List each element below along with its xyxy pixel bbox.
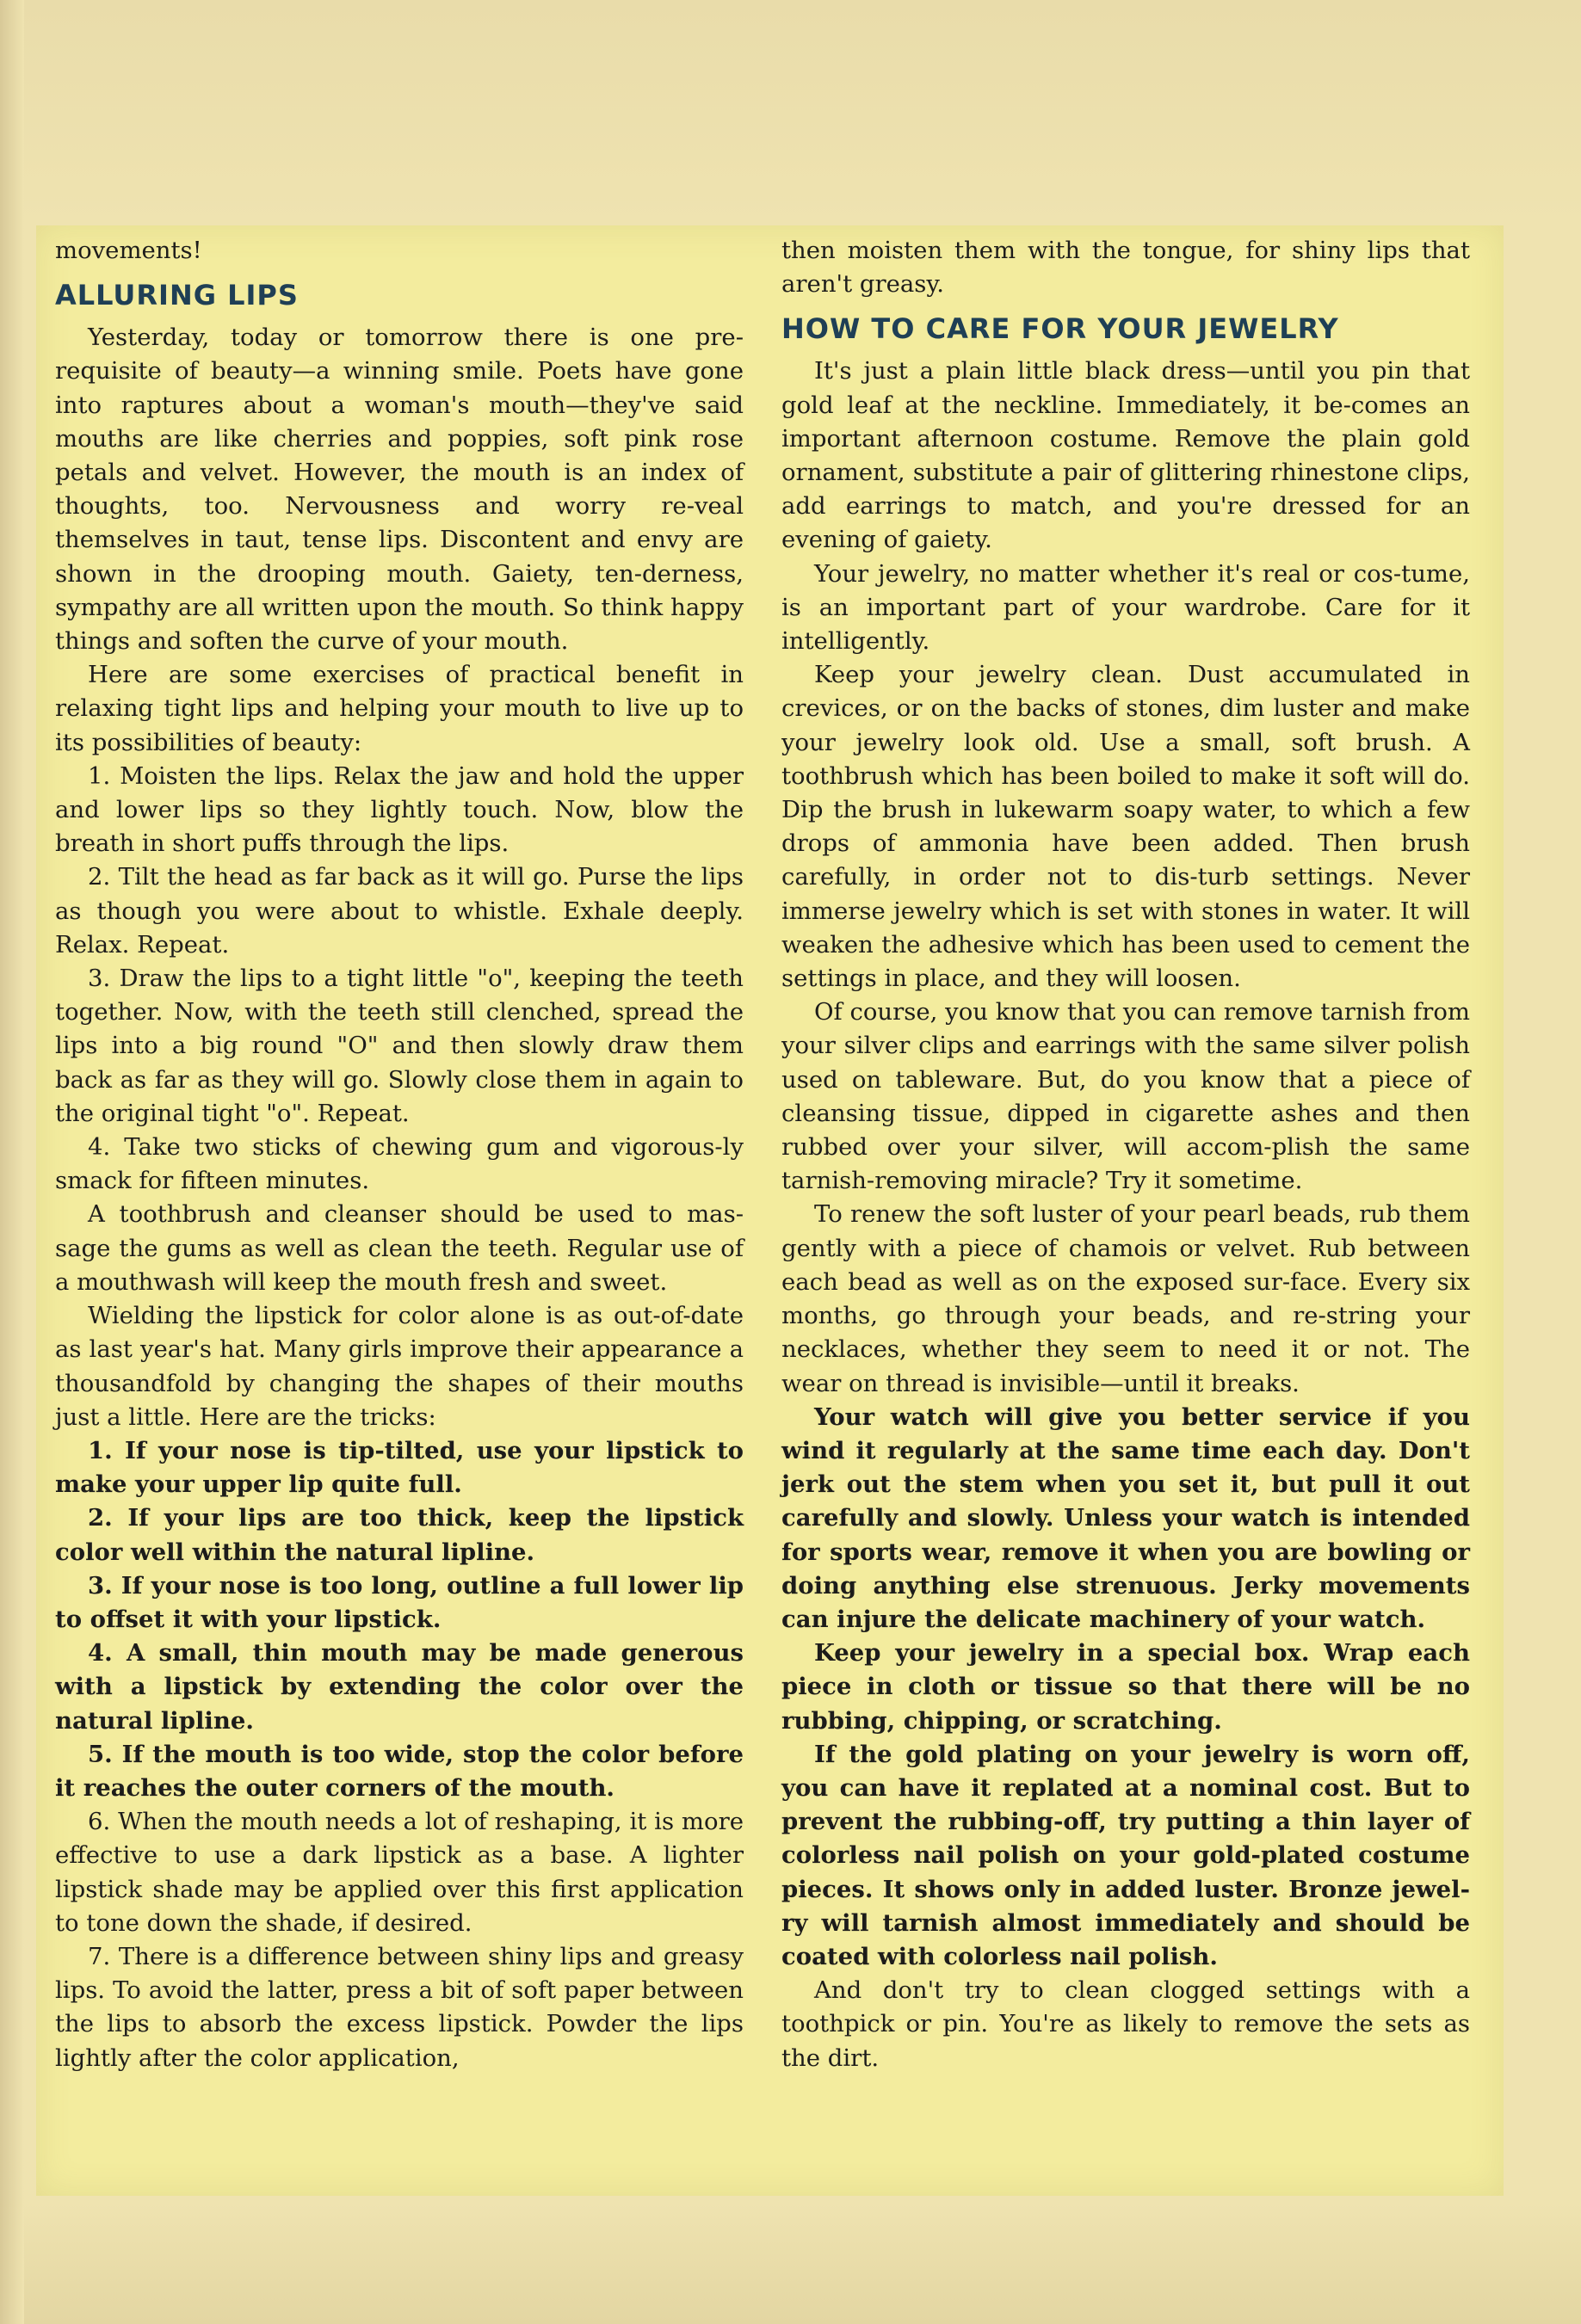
bottom-margin bbox=[0, 2203, 1581, 2324]
paragraph: To renew the soft luster of your pearl beads, rub them gently with a piece of chamois or velvet. Rub between each bead as well as on the exposed sur-face. Every six months, go through your beads, and re-string your necklaces, whether they seem to need it or not. The wear on thread is invisible—until it breaks. bbox=[781, 1200, 1470, 1397]
paragraph: Your jewelry, no matter whether it's real or cos-tume, is an important part of your wardrobe. Care for it intelligently. bbox=[781, 559, 1470, 656]
paragraph: Of course, you know that you can remove tarnish from your silver clips and earrings with the same silver polish used on tableware. But, do you know that a piece of cleansing tissue, dipped in cigarette ashes and then rubbed over your silver, will accom-plish the same tarnish-removing miracle? Try it sometime. bbox=[781, 998, 1470, 1195]
left-column bbox=[55, 234, 744, 2075]
exercise-item: 4. Take two sticks of chewing gum and vigorous-ly smack for fifteen minutes. bbox=[55, 1133, 744, 1195]
paragraph: Keep your jewelry clean. Dust accumulated in crevices, or on the backs of stones, dim luster and make your jewelry look old. Use a small, soft brush. A toothbrush which has been boiled to make it soft will do. Dip the brush in lukewarm soapy water, to which a few drops of ammonia have been added. Then brush carefully, in order not to dis-turb settings. Never immerse jewelry which is set with stones in water. It will weaken the adhesive which has been used to cement the settings in place, and they will loosen. bbox=[781, 661, 1470, 993]
paragraph: A toothbrush and cleanser should be used to mas-sage the gums as well as clean the teeth. Regular use of a mouthwash will keep the mouth fresh and sweet. bbox=[55, 1200, 744, 1296]
lipstick-trick: 5. If the mouth is too wide, stop the color before it reaches the outer corners of the mouth. bbox=[55, 1740, 744, 1802]
paragraph: Here are some exercises of practical benefit in relaxing tight lips and helping your mouth to live up to its possibilities of beauty: bbox=[55, 661, 744, 756]
jewelry-tip: Your watch will give you better service if you wind it regularly at the same time each day. Don't jerk out the stem when you set it, but pull it out carefully and slowly. Unless your watch is intended for sports wear, remove it when you are bowling or doing anything else strenuous. Jerky movements can injure the delicate machinery of your watch. bbox=[781, 1402, 1470, 1633]
jewelry-tip: If the gold plating on your jewelry is worn off, you can have it replated at a nominal cost. But to prevent the rubbing-off, try putting a thin layer of colorless nail polish on your gold-plated costume pieces. It shows only in added luster. Bronze jewel-ry will tarnish almost immediately and should be coated with colorless nail polish. bbox=[781, 1740, 1470, 1970]
exercise-item: 2. Tilt the head as far back as it will go. Purse the lips as though you were about to whistle. Exhale deeply. Relax. Repeat. bbox=[55, 863, 744, 959]
continuation-text: movements! bbox=[55, 237, 202, 264]
top-margin bbox=[0, 0, 1581, 224]
lipstick-trick: 7. There is a difference between shiny lips and greasy lips. To avoid the latter, press a bit of soft paper between the lips to absorb the excess lipstick. Powder the lips lightly after the color application, bbox=[55, 1942, 744, 2072]
lipstick-trick: 3. If your nose is too long, outline a full lower lip to offset it with your lipstick. bbox=[55, 1571, 744, 1633]
heading-alluring-lips: ALLURING LIPS bbox=[55, 279, 299, 312]
right-column bbox=[781, 234, 1470, 2075]
paragraph: Yesterday, today or tomorrow there is one pre-requisite of beauty—a winning smile. Poets have gone into raptures about a woman's mouth—they've said mouths are like cherries and poppies, soft pink rose petals and velvet. However, the mouth is an index of thoughts, too. Nervousness and worry re-veal themselves in taut, tense lips. Discontent and envy are shown in the drooping mouth. Gaiety, ten-derness, sympathy are all written upon the mouth. So think happy things and soften the curve of your mouth. bbox=[55, 324, 744, 656]
lipstick-trick: 1. If your nose is tip-tilted, use your lipstick to make your upper lip quite full. bbox=[55, 1436, 744, 1499]
jewelry-tip: Keep your jewelry in a special box. Wrap each piece in cloth or tissue so that there will be no rubbing, chipping, or scratching. bbox=[781, 1639, 1470, 1735]
lipstick-trick: 4. A small, thin mouth may be made generous with a lipstick by extending the color over the natural lipline. bbox=[55, 1639, 744, 1735]
exercise-item: 1. Moisten the lips. Relax the jaw and hold the upper and lower lips so they lightly touch. Now, blow the breath in short puffs through the lips. bbox=[55, 761, 744, 858]
lipstick-trick: 2. If your lips are too thick, keep the lipstick color well within the natural lipline. bbox=[55, 1504, 744, 1566]
heading-jewelry-care: HOW TO CARE FOR YOUR JEWELRY bbox=[781, 312, 1339, 346]
page-edge bbox=[0, 0, 24, 2324]
exercise-item: 3. Draw the lips to a tight little "o", keeping the teeth together. Now, with the teeth still clenched, spread the lips into a big round "O" and then slowly draw them back as far as they will go. Slowly close them in again to the original tight "o". Repeat. bbox=[55, 965, 744, 1127]
paragraph: It's just a plain little black dress—until you pin that gold leaf at the neckline. Immediately, it be-comes an important afternoon costume. Remove the plain gold ornament, substitute a pair of glittering rhinestone clips, add earrings to match, and you're dressed for an evening of gaiety. bbox=[781, 357, 1470, 554]
paragraph: Wielding the lipstick for color alone is as out-of-date as last year's hat. Many girls improve their appearance a thousandfold by changing the shapes of their mouths just a little. Here are the tricks: bbox=[55, 1302, 744, 1431]
jewelry-tip: And don't try to clean clogged settings with a toothpick or pin. You're as likely to remove the sets as the dirt. bbox=[781, 1976, 1470, 2072]
continuation-text: then moisten them with the tongue, for shiny lips that aren't greasy. bbox=[781, 237, 1470, 299]
lipstick-trick: 6. When the mouth needs a lot of reshaping, it is more effective to use a dark lipstick as a base. A lighter lipstick shade may be applied over this first application to tone down the shade, if desired. bbox=[55, 1808, 744, 1937]
